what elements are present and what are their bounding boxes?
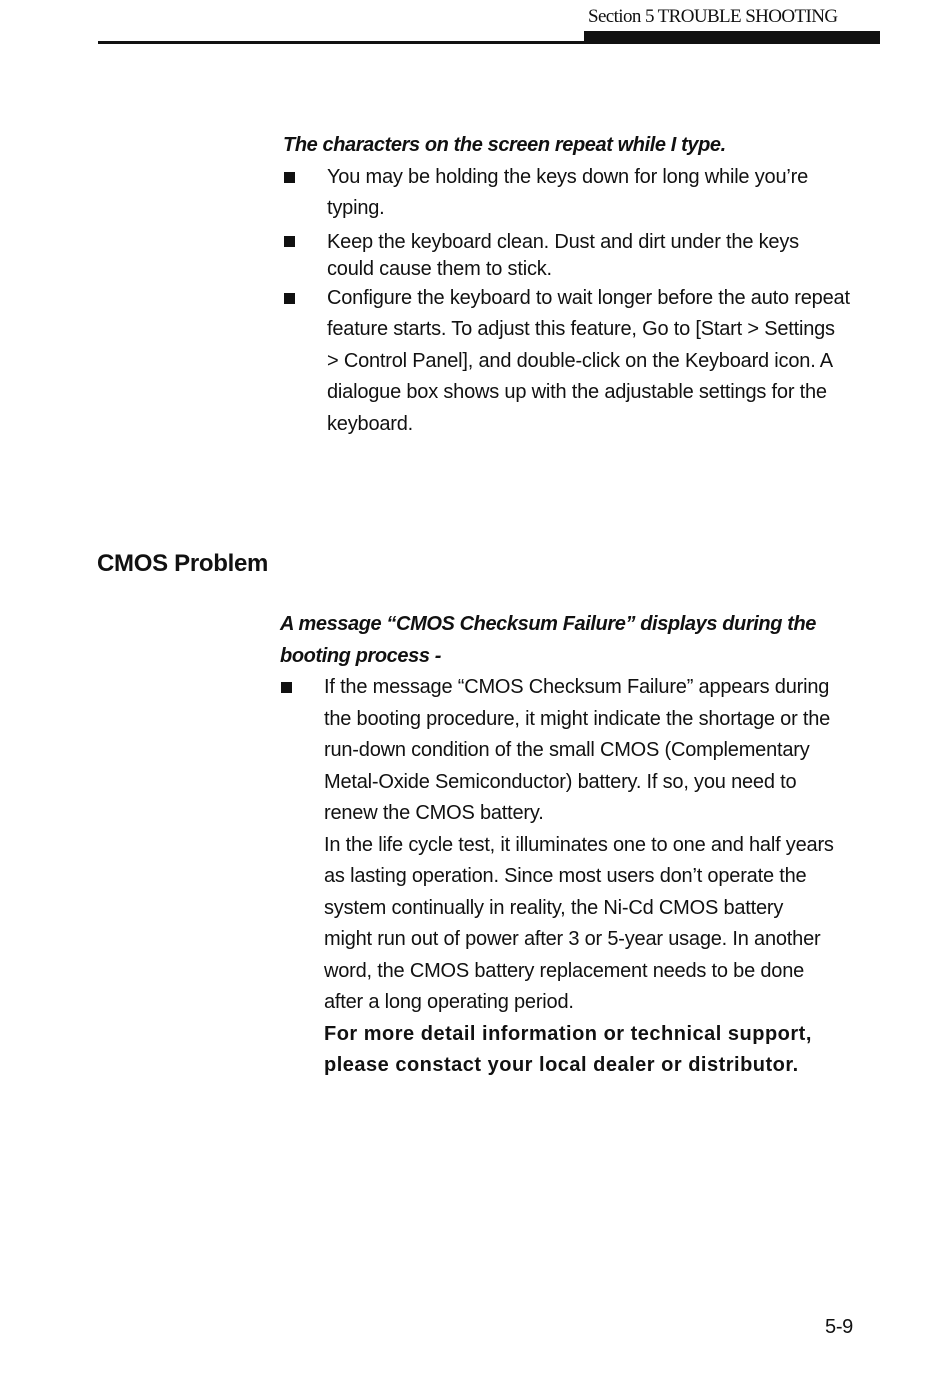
list-item	[283, 162, 850, 225]
cmos-issue-question	[280, 609, 834, 672]
list-item-line: Configure the keyboard to wait longer before the auto repeat	[327, 286, 850, 309]
page-number: 5-9	[825, 1316, 854, 1338]
list-item-line: system continually in reality, the Ni-Cd CMOS battery	[324, 896, 784, 919]
list-item-line: feature starts. To adjust this feature, Go to [Start > Settings	[327, 318, 835, 340]
list-item-line: Keep the keyboard clean. Dust and dirt under the keys	[327, 230, 799, 253]
list-item-line: dialogue box shows up with the adjustable settings for the	[327, 381, 827, 403]
list-item	[283, 229, 850, 283]
list-item-line: could cause them to stick.	[327, 257, 552, 280]
square-bullet-icon	[284, 236, 295, 247]
support-note-line: please constact your local dealer or distributor.	[324, 1054, 799, 1076]
list-item-line: after a long operating period.	[324, 991, 574, 1013]
list-item	[280, 672, 834, 1082]
keyboard-issue-question: The characters on the screen repeat while I type.	[283, 134, 726, 156]
list-item-line: might run out of power after 3 or 5-year usage. In another	[324, 928, 821, 950]
list-item-line: You may be holding the keys down for long while you’re	[327, 165, 808, 188]
question-line: booting process -	[280, 644, 441, 667]
keyboard-issue-block	[283, 130, 850, 440]
list-item-line: the booting procedure, it might indicate the shortage or the	[324, 707, 831, 730]
list-item-line: typing.	[327, 197, 385, 219]
list-item-line: In the life cycle test, it illuminates one to one and half years	[324, 833, 834, 856]
list-item	[283, 283, 850, 441]
list-item-line: keyboard.	[327, 412, 414, 435]
list-item-line: Metal-Oxide Semiconductor) battery. If so, you need to	[324, 770, 797, 793]
list-item-line: run-down condition of the small CMOS (Complementary	[324, 739, 810, 761]
header-rule	[98, 41, 880, 44]
list-item-line: If the message “CMOS Checksum Failure” appears during	[324, 676, 830, 698]
question-line: A message “CMOS Checksum Failure” displays during the	[280, 613, 816, 635]
support-note-line: For more detail information or technical support,	[324, 1022, 812, 1045]
square-bullet-icon	[284, 293, 295, 304]
square-bullet-icon	[281, 682, 292, 693]
cmos-issue-block	[280, 609, 834, 1082]
running-header: Section 5 TROUBLE SHOOTING	[588, 6, 838, 27]
list-item-line: renew the CMOS battery.	[324, 802, 544, 824]
square-bullet-icon	[284, 172, 295, 183]
list-item-line: as lasting operation. Since most users don’t operate the	[324, 865, 807, 887]
list-item-line: word, the CMOS battery replacement needs to be done	[324, 959, 805, 982]
section-heading: CMOS Problem	[97, 550, 269, 577]
list-item-line: > Control Panel], and double-click on the Keyboard icon. A	[327, 349, 833, 372]
